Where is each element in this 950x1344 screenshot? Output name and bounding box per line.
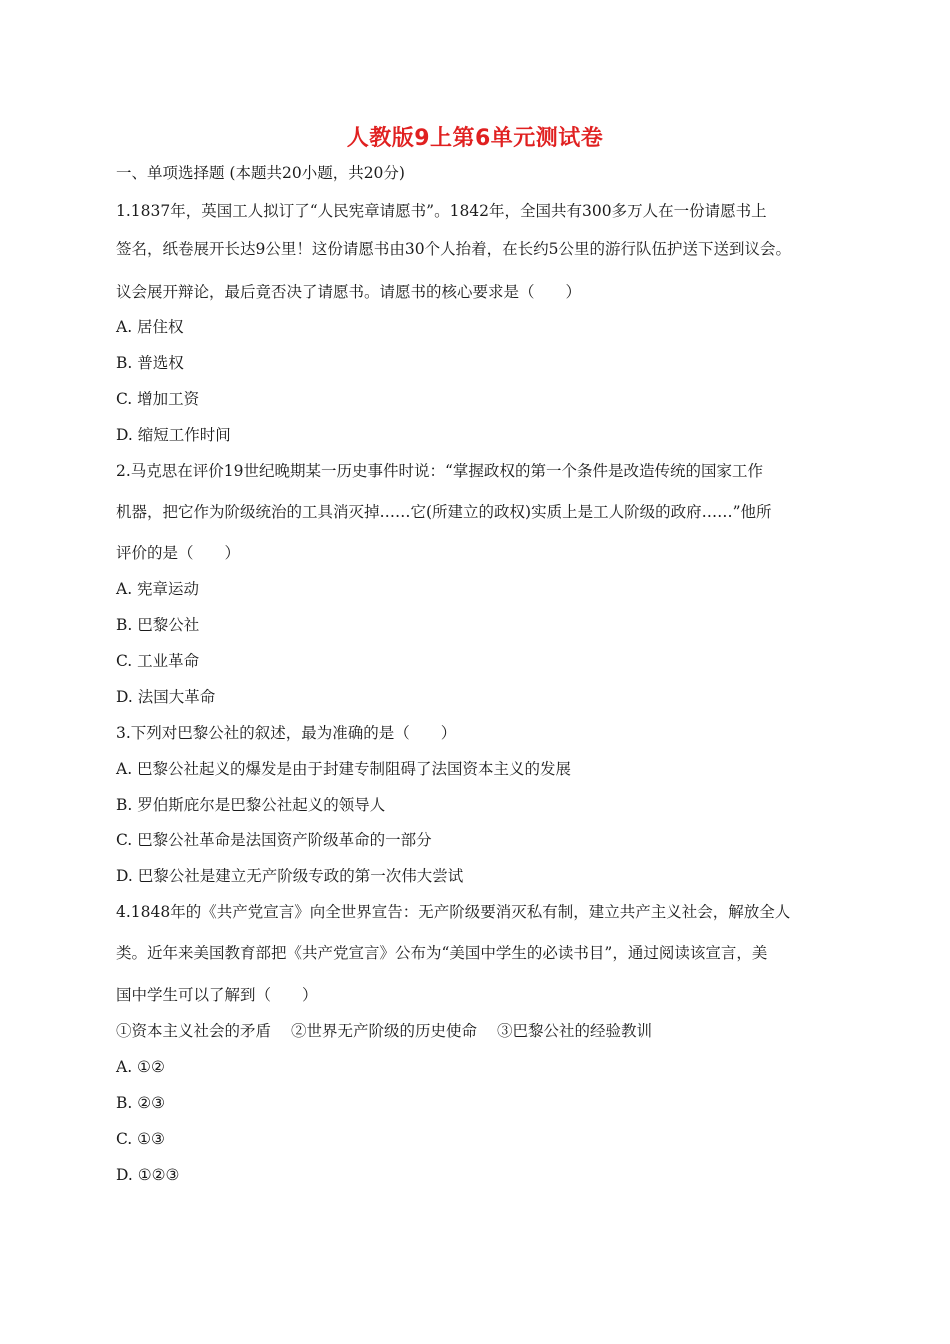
question-3-option-d: D. 巴黎公社是建立无产阶级专政的第一次伟大尝试 — [116, 867, 464, 885]
question-1-option-a: A. 居住权 — [116, 318, 184, 336]
question-4-option-a: A. ①② — [116, 1058, 165, 1076]
question-4-statements — [116, 1021, 652, 1041]
question-3-option-a: A. 巴黎公社起义的爆发是由于封建专制阻碍了法国资本主义的发展 — [116, 760, 572, 778]
question-3-option-b: B. 罗伯斯庇尔是巴黎公社起义的领导人 — [116, 796, 386, 814]
question-1-option-c: C. 增加工资 — [116, 390, 200, 408]
question-1-option-b: B. 普选权 — [116, 354, 184, 372]
question-4-stem-line-2: 类。近年来美国教育部把《共产党宣言》公布为“美国中学生的必读书目”，通过阅读该宣言，美 — [116, 944, 768, 962]
question-4-option-c: C. ①③ — [116, 1130, 165, 1148]
question-4-stem-line-1: 4.1848年的《共产党宣言》向全世界宣告：无产阶级要消灭私有制，建立共产主义社会，解放全人 — [116, 903, 791, 921]
page-title: 人教版9上第6单元测试卷 — [346, 126, 604, 151]
question-2-option-c: C. 工业革命 — [116, 652, 200, 670]
statement-2: ②世界无产阶级的历史使命 — [291, 1022, 478, 1040]
question-4-option-b: B. ②③ — [116, 1094, 166, 1112]
question-1-stem-line-3: 议会展开辩论，最后竟否决了请愿书。请愿书的核心要求是（ ） — [116, 283, 582, 301]
section-header: 一、单项选择题 (本题共20小题，共20分) — [116, 164, 405, 182]
question-2-option-a: A. 宪章运动 — [116, 580, 200, 598]
question-4-option-d: D. ①②③ — [116, 1166, 180, 1184]
question-1-option-d: D. 缩短工作时间 — [116, 426, 231, 444]
statement-3: ③巴黎公社的经验教训 — [497, 1022, 653, 1040]
question-2-option-d: D. 法国大革命 — [116, 688, 216, 706]
question-2-stem-line-2: 机器，把它作为阶级统治的工具消灭掉……它(所建立的政权)实质上是工人阶级的政府……”他所 — [116, 503, 772, 521]
question-1-stem-line-1: 1.1837年，英国工人拟订了“人民宪章请愿书”。1842年，全国共有300多万人在一份请愿书上 — [116, 202, 767, 220]
question-3-stem-line-1: 3.下列对巴黎公社的叙述，最为准确的是（ ） — [116, 724, 457, 742]
question-2-option-b: B. 巴黎公社 — [116, 616, 200, 634]
statement-1: ①资本主义社会的矛盾 — [116, 1022, 272, 1040]
question-4-stem-line-3: 国中学生可以了解到（ ） — [116, 986, 318, 1004]
question-2-stem-line-1: 2.马克思在评价19世纪晚期某一历史事件时说：“掌握政权的第一个条件是改造传统的国家工作 — [116, 462, 763, 480]
question-1-stem-line-2: 签名，纸卷展开长达9公里！这份请愿书由30个人抬着，在长约5公里的游行队伍护送下送到议会。 — [116, 240, 791, 258]
question-3-option-c: C. 巴黎公社革命是法国资产阶级革命的一部分 — [116, 831, 432, 849]
question-2-stem-line-3: 评价的是（ ） — [116, 544, 241, 562]
